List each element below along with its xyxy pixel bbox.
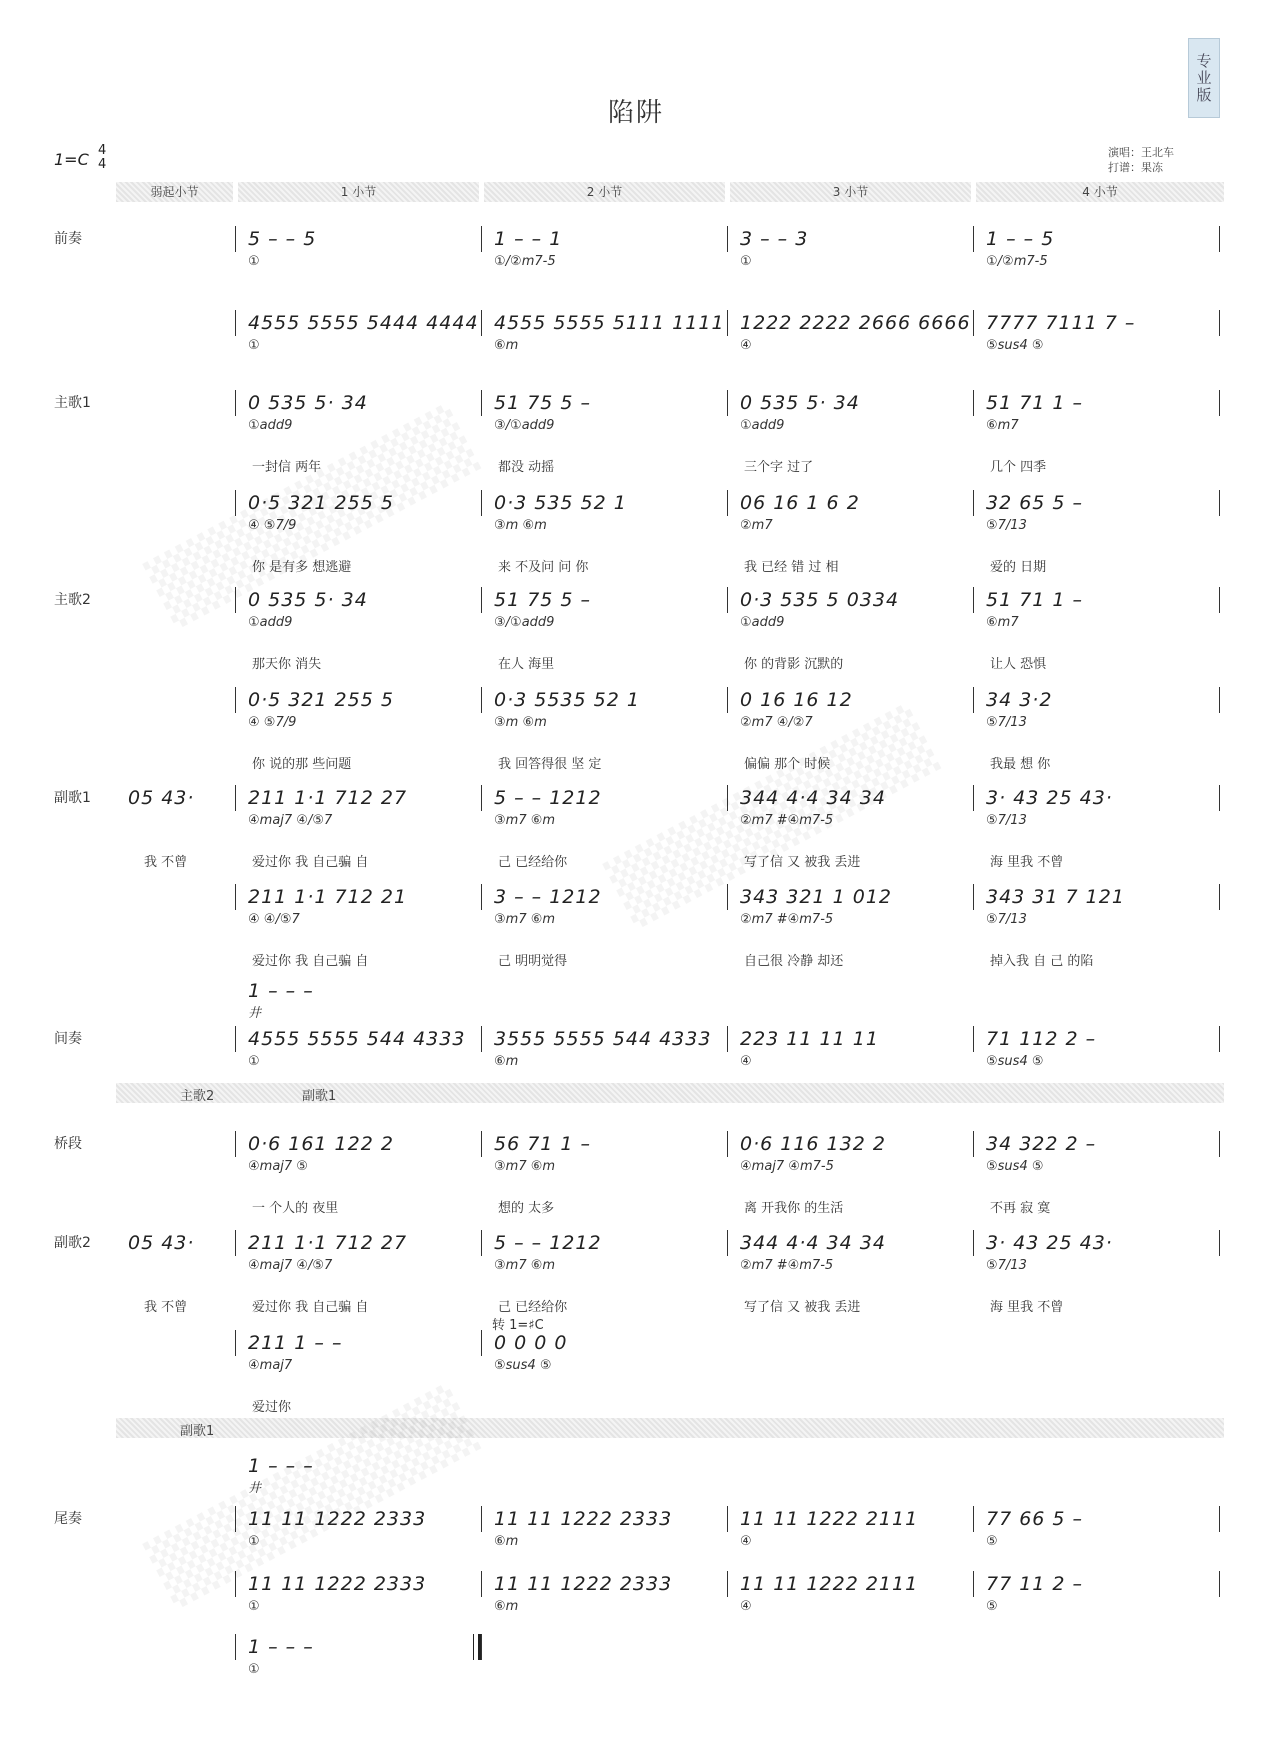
lyric-line: 掉入我 自 己 的陷: [990, 954, 1094, 969]
lyric-line: 想的 太多: [498, 1201, 555, 1216]
chord-symbol: ⑥m: [494, 1054, 519, 1069]
lyric-line: 爱的 日期: [990, 560, 1047, 575]
measure-notes: 32 65 5 –: [986, 492, 1084, 514]
chord-symbol: ⑤sus4 ⑤: [986, 1054, 1044, 1069]
measure-header-pickup: 弱起小节: [116, 182, 233, 202]
bar-line: [973, 1131, 974, 1157]
chord-symbol: ③/①add9: [494, 615, 555, 630]
lyric-line: 几个 四季: [990, 460, 1047, 475]
lyric-line: 己 明明觉得: [498, 954, 568, 969]
bar-line: [973, 1230, 974, 1256]
measure-notes: 211 1·1 712 21: [248, 886, 408, 908]
chord-symbol: ⑤7/13: [986, 813, 1027, 828]
chord-symbol: 井: [248, 1006, 262, 1021]
measure-notes: 11 11 1222 2333: [248, 1573, 427, 1595]
measure-notes: 11 11 1222 2111: [740, 1508, 919, 1530]
measure-notes: 71 112 2 –: [986, 1028, 1097, 1050]
measure-notes: 0·3 535 52 1: [494, 492, 627, 514]
measure-notes: 0 16 16 12: [740, 689, 853, 711]
chord-symbol: ①: [248, 1599, 260, 1614]
measure-notes: 56 71 1 –: [494, 1133, 592, 1155]
section-band-2: [116, 1418, 1224, 1438]
lyric-line: 偏偏 那个 时候: [744, 757, 831, 772]
singer-credit: 演唱：王北车: [1108, 146, 1174, 159]
measure-notes: 0 535 5· 34: [248, 392, 368, 414]
lyric-line: 一封信 两年: [252, 460, 322, 475]
measure-notes: 34 3·2: [986, 689, 1053, 711]
bar-line: [1219, 587, 1220, 613]
bar-line: [727, 587, 728, 613]
chord-symbol: ①: [740, 254, 752, 269]
bar-line: [727, 1131, 728, 1157]
section-label-intro: 前奏: [54, 231, 82, 247]
measure-notes: 3 – – 3: [740, 228, 809, 250]
bar-line: [973, 1026, 974, 1052]
lyric-line: 我 已经 错 过 相: [744, 560, 839, 575]
lyric-line: 不再 寂 寞: [990, 1201, 1051, 1216]
chord-symbol: ④ ⑤7/9: [248, 715, 297, 730]
key-signature: 1=C: [54, 150, 89, 169]
section-label-outro: 尾奏: [54, 1511, 82, 1527]
measure-notes: 1 – – –: [248, 980, 314, 1002]
bar-line: [727, 1026, 728, 1052]
chord-symbol: ⑥m7: [986, 418, 1019, 433]
chord-symbol: ⑥m: [494, 1534, 519, 1549]
bar-line: [481, 1330, 482, 1356]
bar-line: [973, 226, 974, 252]
bar-line: [481, 1571, 482, 1597]
chord-symbol: ③m7 ⑥m: [494, 1258, 556, 1273]
section-label-verse2: 主歌2: [54, 592, 91, 608]
lyric-line: 在人 海里: [498, 657, 555, 672]
bar-line: [973, 587, 974, 613]
lyric-line: 让人 恐惧: [990, 657, 1047, 672]
bar-line: [481, 687, 482, 713]
bar-line: [727, 310, 728, 336]
measure-notes: 5 – – 1212: [494, 1232, 602, 1254]
chord-symbol: ②m7 #④m7-5: [740, 1258, 834, 1273]
bar-line: [235, 1131, 236, 1157]
measure-notes: 1 – – –: [248, 1636, 314, 1658]
chord-symbol: ④: [740, 1054, 752, 1069]
bar-line: [235, 390, 236, 416]
chord-symbol: ③m7 ⑥m: [494, 813, 556, 828]
bar-line: [1219, 687, 1220, 713]
measure-notes: 0·3 535 5 0334: [740, 589, 900, 611]
chord-symbol: ③m ⑥m: [494, 518, 547, 533]
measure-notes: 5 – – 1212: [494, 787, 602, 809]
chord-symbol: ③m ⑥m: [494, 715, 547, 730]
bar-line: [973, 390, 974, 416]
bar-line: [235, 1230, 236, 1256]
section-label-bridge: 桥段: [54, 1136, 82, 1152]
measure-notes: 343 321 1 012: [740, 886, 893, 908]
chord-symbol: ⑤7/13: [986, 912, 1027, 927]
bar-line: [481, 785, 482, 811]
measure-header-4: 4 小节: [976, 182, 1224, 202]
chord-symbol: ⑥m: [494, 338, 519, 353]
section-label-chorus2: 副歌2: [54, 1235, 91, 1251]
measure-notes: 211 1·1 712 27: [248, 1232, 408, 1254]
edition-badge: 专业版: [1188, 38, 1220, 118]
bar-line: [973, 785, 974, 811]
measure-notes: 5 – – 5: [248, 228, 317, 250]
bar-line: [973, 490, 974, 516]
measure-notes: 0·5 321 255 5: [248, 689, 394, 711]
lyric-line: 爱过你 我 自己骗 自: [252, 855, 369, 870]
bar-line: [235, 490, 236, 516]
bar-line: [1219, 226, 1220, 252]
bar-line: [481, 490, 482, 516]
bar-line: [481, 1230, 482, 1256]
bar-line: [1219, 1571, 1220, 1597]
page-title: 陷阱: [607, 98, 664, 128]
time-signature-bottom: 4: [98, 157, 107, 172]
bar-line: [235, 1634, 236, 1660]
measure-notes: 34 322 2 –: [986, 1133, 1097, 1155]
measure-notes: 7777 7111 7 –: [986, 312, 1136, 334]
measure-notes: 1 – – 5: [986, 228, 1055, 250]
bar-line: [235, 884, 236, 910]
lyric-line: 海 里我 不曾: [990, 1300, 1064, 1315]
time-signature-top: 4: [98, 143, 107, 158]
measure-notes: 0 535 5· 34: [248, 589, 368, 611]
lyric-line: 爱过你 我 自己骗 自: [252, 954, 369, 969]
lyric-line: 写了信 又 被我 丢进: [744, 1300, 861, 1315]
lyric-line: 爱过你: [252, 1400, 292, 1415]
measure-notes: 4555 5555 5444 4444: [248, 312, 479, 334]
lyric-line: 都没 动摇: [498, 460, 555, 475]
chord-symbol: ⑤sus4 ⑤: [494, 1358, 552, 1373]
chord-symbol: ③m7 ⑥m: [494, 912, 556, 927]
bar-line: [481, 1026, 482, 1052]
bar-line: [235, 1330, 236, 1356]
measure-notes: 4555 5555 5111 1111: [494, 312, 725, 334]
measure-notes: 1 – – –: [248, 1455, 314, 1477]
pickup-notes: 05 43·: [128, 787, 195, 809]
chord-symbol: ⑥m: [494, 1599, 519, 1614]
chord-symbol: ④maj7 ④/⑤7: [248, 1258, 333, 1273]
measure-notes: 0·3 5535 52 1: [494, 689, 640, 711]
measure-notes: 51 71 1 –: [986, 392, 1084, 414]
bar-line: [973, 884, 974, 910]
bar-line: [727, 884, 728, 910]
chord-symbol: ①: [248, 338, 260, 353]
lyric-line: 己 已经给你: [498, 855, 568, 870]
lyric-line: 爱过你 我 自己骗 自: [252, 1300, 369, 1315]
lyric-line: 你 的背影 沉默的: [744, 657, 844, 672]
measure-notes: 11 11 1222 2333: [248, 1508, 427, 1530]
lyric-line: 离 开我你 的生活: [744, 1201, 844, 1216]
bar-line: [481, 884, 482, 910]
lyric-line: 写了信 又 被我 丢进: [744, 855, 861, 870]
section-label-interlude: 间奏: [54, 1031, 82, 1047]
bar-line: [481, 390, 482, 416]
measure-notes: 0 535 5· 34: [740, 392, 860, 414]
chord-symbol: ⑤7/13: [986, 518, 1027, 533]
bar-line: [481, 1506, 482, 1532]
chord-symbol: ④maj7 ④m7-5: [740, 1159, 834, 1174]
chord-symbol: ②m7 #④m7-5: [740, 912, 834, 927]
lyric-line: 己 已经给你: [498, 1300, 568, 1315]
bar-line: [727, 1506, 728, 1532]
chord-symbol: ①add9: [740, 418, 785, 433]
section-label-verse1: 主歌1: [54, 395, 91, 411]
bar-line: [973, 1571, 974, 1597]
bar-line: [973, 1506, 974, 1532]
lyric-line: 来 不及问 问 你: [498, 560, 589, 575]
chord-symbol: ①: [248, 1054, 260, 1069]
chord-symbol: ⑤: [986, 1599, 998, 1614]
chord-symbol: ④maj7: [248, 1358, 293, 1373]
lyric-line: 一 个人的 夜里: [252, 1201, 339, 1216]
chord-symbol: ④maj7 ④/⑤7: [248, 813, 333, 828]
bar-line: [1219, 1026, 1220, 1052]
chord-symbol: ④ ④/⑤7: [248, 912, 300, 927]
measure-notes: 77 66 5 –: [986, 1508, 1084, 1530]
lyric-line: 我 回答得很 坚 定: [498, 757, 602, 772]
measure-notes: 3· 43 25 43·: [986, 1232, 1113, 1254]
chord-symbol: ④maj7 ⑤: [248, 1159, 308, 1174]
chord-symbol: ①: [248, 1534, 260, 1549]
pickup-lyric: 我 不曾: [144, 1300, 188, 1315]
chord-symbol: ①/②m7-5: [494, 254, 556, 269]
chord-symbol: ①add9: [740, 615, 785, 630]
measure-notes: 06 16 1 6 2: [740, 492, 860, 514]
chord-symbol: ⑤sus4 ⑤: [986, 1159, 1044, 1174]
section-label-chorus1: 副歌1: [54, 790, 91, 806]
chord-symbol: ①: [248, 1662, 260, 1677]
chord-symbol: ②m7: [740, 518, 773, 533]
measure-notes: 344 4·4 34 34: [740, 787, 886, 809]
measure-notes: 211 1·1 712 27: [248, 787, 408, 809]
final-barline: [473, 1634, 481, 1660]
bar-line: [481, 310, 482, 336]
time-signature: [98, 144, 106, 172]
chord-symbol: ①add9: [248, 418, 293, 433]
measure-notes: 1 – – 1: [494, 228, 563, 250]
chord-symbol: ④: [740, 1534, 752, 1549]
measure-notes: 343 31 7 121: [986, 886, 1125, 908]
bar-line: [481, 1634, 482, 1660]
bar-line: [973, 687, 974, 713]
measure-notes: 0·5 321 255 5: [248, 492, 394, 514]
bar-line: [481, 1131, 482, 1157]
chord-symbol: ⑤7/13: [986, 1258, 1027, 1273]
measure-notes: 1222 2222 2666 6666: [740, 312, 971, 334]
bar-line: [235, 687, 236, 713]
measure-notes: 0 0 0 0: [494, 1332, 568, 1354]
bar-line: [1219, 1131, 1220, 1157]
measure-notes: 11 11 1222 2333: [494, 1573, 673, 1595]
chord-symbol: ④ ⑤7/9: [248, 518, 297, 533]
chord-symbol: ⑤: [986, 1534, 998, 1549]
measure-notes: 11 11 1222 2333: [494, 1508, 673, 1530]
modulation-mark: 转 1=♯C: [492, 1318, 544, 1333]
measure-notes: 0·6 161 122 2: [248, 1133, 394, 1155]
measure-notes: 4555 5555 544 4333: [248, 1028, 466, 1050]
measure-notes: 51 71 1 –: [986, 589, 1084, 611]
chord-symbol: ②m7 #④m7-5: [740, 813, 834, 828]
lyric-line: 三个字 过了: [744, 460, 814, 475]
chord-symbol: 井: [248, 1481, 262, 1496]
bar-line: [727, 490, 728, 516]
bar-line: [1219, 884, 1220, 910]
chord-symbol: ⑥m7: [986, 615, 1019, 630]
bar-line: [1219, 1506, 1220, 1532]
measure-notes: 77 11 2 –: [986, 1573, 1084, 1595]
bar-line: [727, 687, 728, 713]
lyric-line: 海 里我 不曾: [990, 855, 1064, 870]
bar-line: [1219, 490, 1220, 516]
bar-line: [235, 310, 236, 336]
measure-notes: 223 11 11 11: [740, 1028, 879, 1050]
measure-header-1: 1 小节: [238, 182, 479, 202]
measure-header-3: 3 小节: [730, 182, 971, 202]
measure-header-2: 2 小节: [484, 182, 725, 202]
chord-symbol: ①: [248, 254, 260, 269]
measure-notes: 11 11 1222 2111: [740, 1573, 919, 1595]
lyric-line: 我最 想 你: [990, 757, 1051, 772]
chord-symbol: ②m7 ④/②7: [740, 715, 813, 730]
lyric-line: 那天你 消失: [252, 657, 322, 672]
bar-line: [235, 1026, 236, 1052]
pickup-lyric: 我 不曾: [144, 855, 188, 870]
bar-line: [1219, 785, 1220, 811]
bar-line: [727, 1571, 728, 1597]
measure-notes: 51 75 5 –: [494, 392, 592, 414]
band-label-chorus1-repeat: 副歌1: [180, 1424, 215, 1439]
pickup-notes: 05 43·: [128, 1232, 195, 1254]
arranger-credit: 打谱：果冻: [1108, 161, 1163, 174]
chord-symbol: ⑤7/13: [986, 715, 1027, 730]
lyric-line: 你 是有多 想逃避: [252, 560, 352, 575]
chord-symbol: ①add9: [248, 615, 293, 630]
bar-line: [1219, 390, 1220, 416]
bar-line: [727, 226, 728, 252]
bar-line: [235, 785, 236, 811]
bar-line: [481, 587, 482, 613]
bar-line: [727, 390, 728, 416]
measure-notes: 0·6 116 132 2: [740, 1133, 886, 1155]
lyric-line: 自己很 冷静 却还: [744, 954, 844, 969]
section-band-1: [116, 1083, 1224, 1103]
lyric-line: 你 说的那 些问题: [252, 757, 352, 772]
measure-notes: 3 – – 1212: [494, 886, 602, 908]
bar-line: [481, 226, 482, 252]
chord-symbol: ③m7 ⑥m: [494, 1159, 556, 1174]
chord-symbol: ⑤sus4 ⑤: [986, 338, 1044, 353]
bar-line: [973, 310, 974, 336]
chord-symbol: ③/①add9: [494, 418, 555, 433]
bar-line: [1219, 310, 1220, 336]
measure-notes: 211 1 – –: [248, 1332, 343, 1354]
measure-notes: 3· 43 25 43·: [986, 787, 1113, 809]
bar-line: [235, 226, 236, 252]
chord-symbol: ④: [740, 1599, 752, 1614]
bar-line: [727, 1230, 728, 1256]
band-label-verse2: 主歌2: [180, 1089, 215, 1104]
band-label-chorus1: 副歌1: [302, 1089, 337, 1104]
bar-line: [1219, 1230, 1220, 1256]
chord-symbol: ④: [740, 338, 752, 353]
chord-symbol: ①/②m7-5: [986, 254, 1048, 269]
measure-notes: 51 75 5 –: [494, 589, 592, 611]
measure-notes: 344 4·4 34 34: [740, 1232, 886, 1254]
measure-notes: 3555 5555 544 4333: [494, 1028, 712, 1050]
